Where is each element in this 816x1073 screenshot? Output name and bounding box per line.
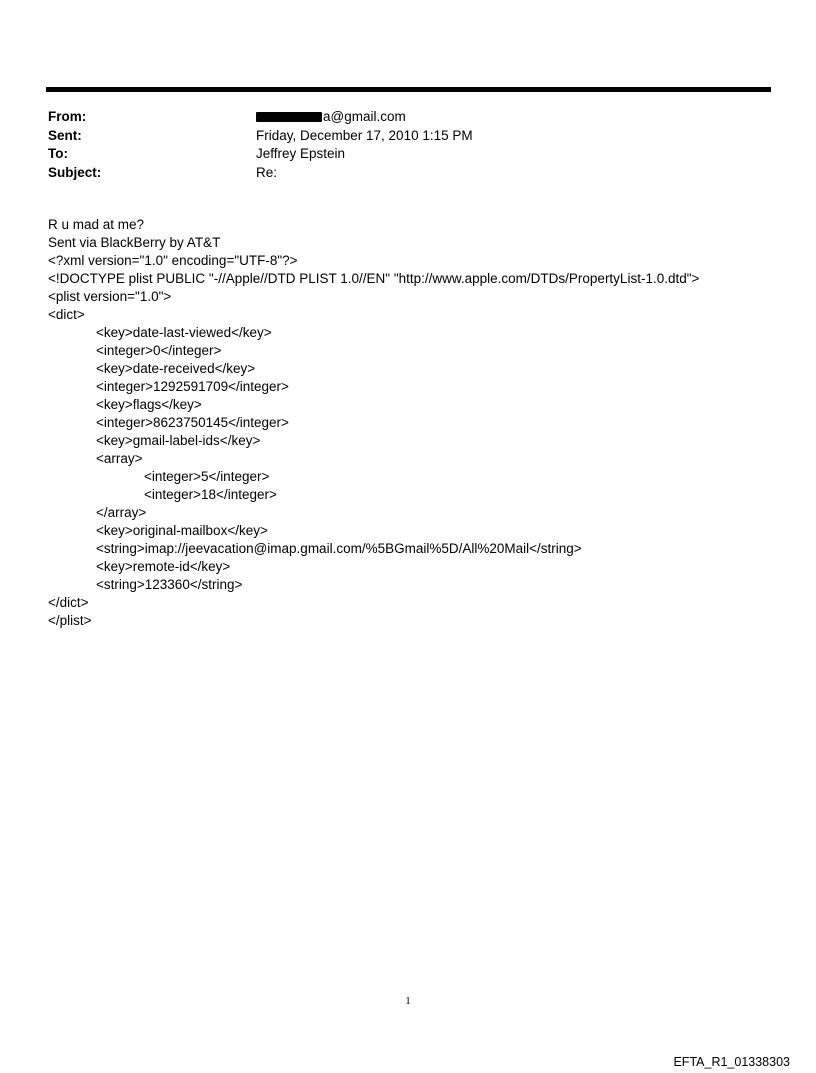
- document-id: EFTA_R1_01338303: [673, 1055, 790, 1069]
- body-line: <integer>8623750145</integer>: [96, 415, 289, 430]
- to-value: Jeffrey Epstein: [256, 146, 346, 161]
- body-line: <integer>18</integer>: [144, 487, 277, 502]
- from-email-suffix: a@gmail.com: [323, 109, 406, 124]
- body-line: R u mad at me?: [48, 217, 145, 232]
- body-line: <dict>: [48, 307, 85, 322]
- page-number: 1: [405, 995, 411, 1007]
- body-line: <key>original-mailbox</key>: [96, 523, 268, 538]
- body-line: <!DOCTYPE plist PUBLIC "-//Apple//DTD PLIST 1.0//EN" "http://www.apple.com/DTDs/PropertyList-1.0.dtd">: [48, 271, 700, 286]
- body-line: <key>flags</key>: [96, 397, 202, 412]
- body-line: <key>date-received</key>: [96, 361, 256, 376]
- email-body: [48, 216, 699, 630]
- body-line: <key>date-last-viewed</key>: [96, 325, 272, 340]
- sent-value: Friday, December 17, 2010 1:15 PM: [256, 127, 473, 143]
- sent-label: Sent:: [48, 127, 82, 143]
- body-line: <string>123360</string>: [96, 577, 243, 592]
- from-label: From:: [48, 109, 87, 124]
- body-line: </plist>: [48, 613, 92, 628]
- body-line: <array>: [96, 451, 143, 466]
- body-line: <key>gmail-label-ids</key>: [96, 433, 261, 448]
- from-value: [256, 108, 406, 127]
- body-line: </array>: [96, 505, 147, 520]
- body-line: <integer>0</integer>: [96, 343, 222, 358]
- body-line: <?xml version="1.0" encoding="UTF-8"?>: [48, 253, 298, 268]
- body-line: <integer>5</integer>: [144, 469, 270, 484]
- body-line: <integer>1292591709</integer>: [96, 379, 289, 394]
- body-line: <string>imap://jeevacation@imap.gmail.com/%5BGmail%5D/All%20Mail</string>: [96, 541, 582, 556]
- body-line: </dict>: [48, 595, 89, 610]
- redaction-bar: [256, 112, 322, 122]
- body-line: <plist version="1.0">: [48, 289, 172, 304]
- body-line: Sent via BlackBerry by AT&T: [48, 235, 221, 250]
- subject-label: Subject:: [48, 164, 102, 180]
- to-label: To:: [48, 146, 68, 161]
- body-line: <key>remote-id</key>: [96, 559, 231, 574]
- header-divider-rule: [46, 87, 771, 92]
- subject-value: Re:: [256, 164, 278, 180]
